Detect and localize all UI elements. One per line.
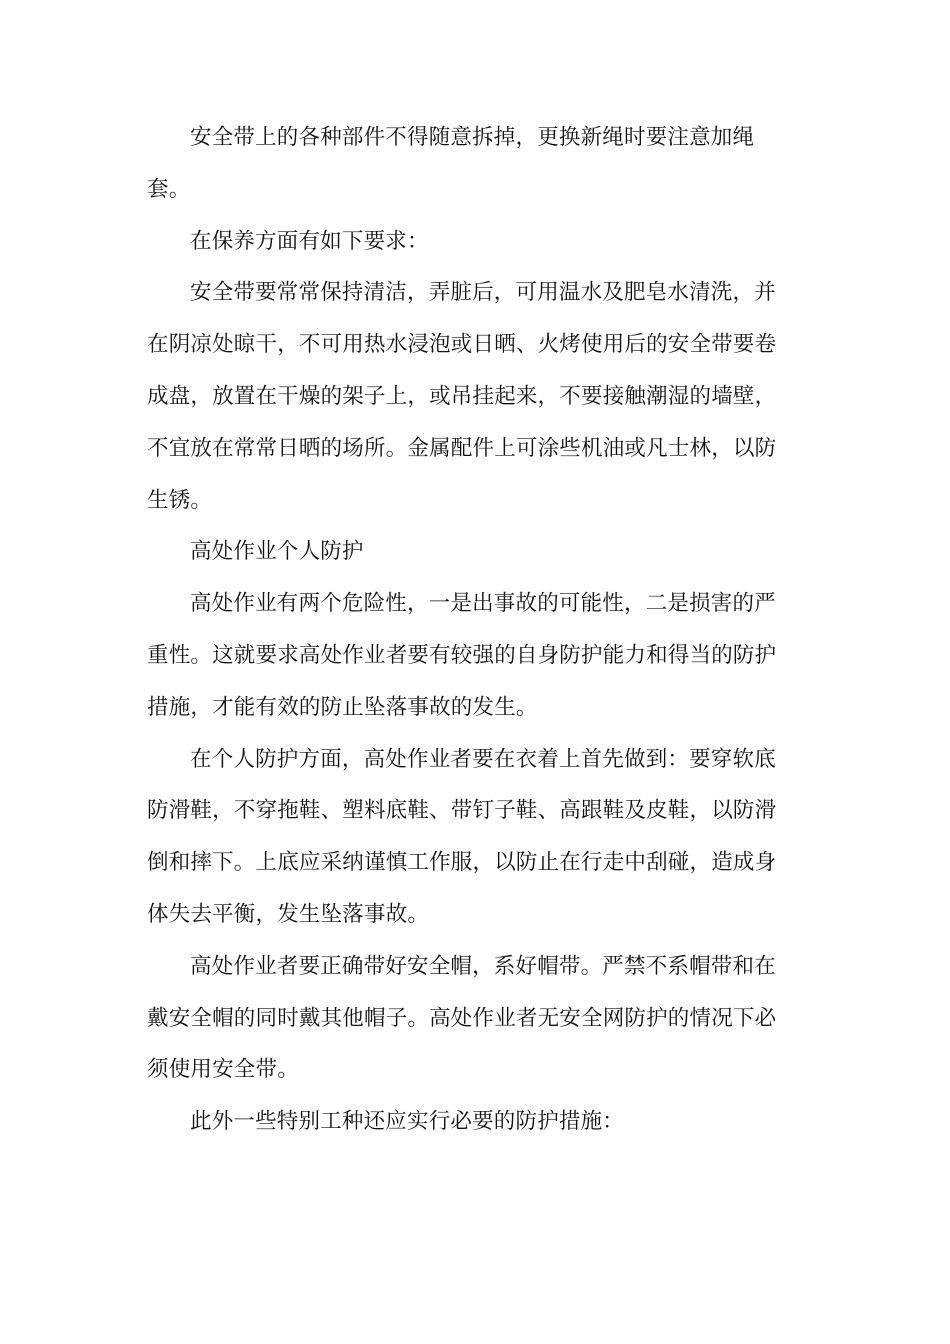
paragraph-special-trades: 此外一些特别工种还应实行必要的防护措施：	[190, 1109, 625, 1135]
paragraph-risks: 高处作业有两个危险性，一是出事故的可能性，二是损害的严 重性。这就要求高处作业者要有较强的自身防护能力和得当的防护 措施，才能有效的防止坠落事故的发生。	[147, 591, 777, 720]
paragraph-clothing: 在个人防护方面，高处作业者要在衣着上首先做到：要穿软底 防滑鞋，不穿拖鞋、塑料底鞋、带钉子鞋、高跟鞋及皮鞋，以防滑 倒和摔下。上底应采纳谨慎工作服，以防止在行走中刮碰，造成身 体失去平衡，发生坠落事故。	[147, 746, 777, 927]
section-heading-personal-protection: 高处作业个人防护	[190, 539, 364, 565]
paragraph-helmet: 高处作业者要正确带好安全帽，系好帽带。严禁不系帽带和在 戴安全帽的同时戴其他帽子。高处作业者无安全网防护的情况下必 须使用安全带。	[147, 953, 777, 1083]
document-body	[147, 112, 797, 1148]
paragraph-safety-belt-parts: 安全带上的各种部件不得随意拆掉，更换新绳时要注意加绳 套。	[147, 125, 755, 202]
paragraph-cleaning-storage: 安全带要常常保持清洁，弄脏后，可用温水及肥皂水清洗，并 在阴凉处晾干，不可用热水浸泡或日晒、火烤使用后的安全带要卷 成盘，放置在干燥的架子上，或吊挂起来，不要接触潮湿的墙壁， 不宜放在常常日晒的场所。金属配件上可涂些机油或凡士林，以防 生锈。	[147, 280, 777, 513]
paragraph-maintenance-intro: 在保养方面有如下要求：	[190, 228, 429, 254]
